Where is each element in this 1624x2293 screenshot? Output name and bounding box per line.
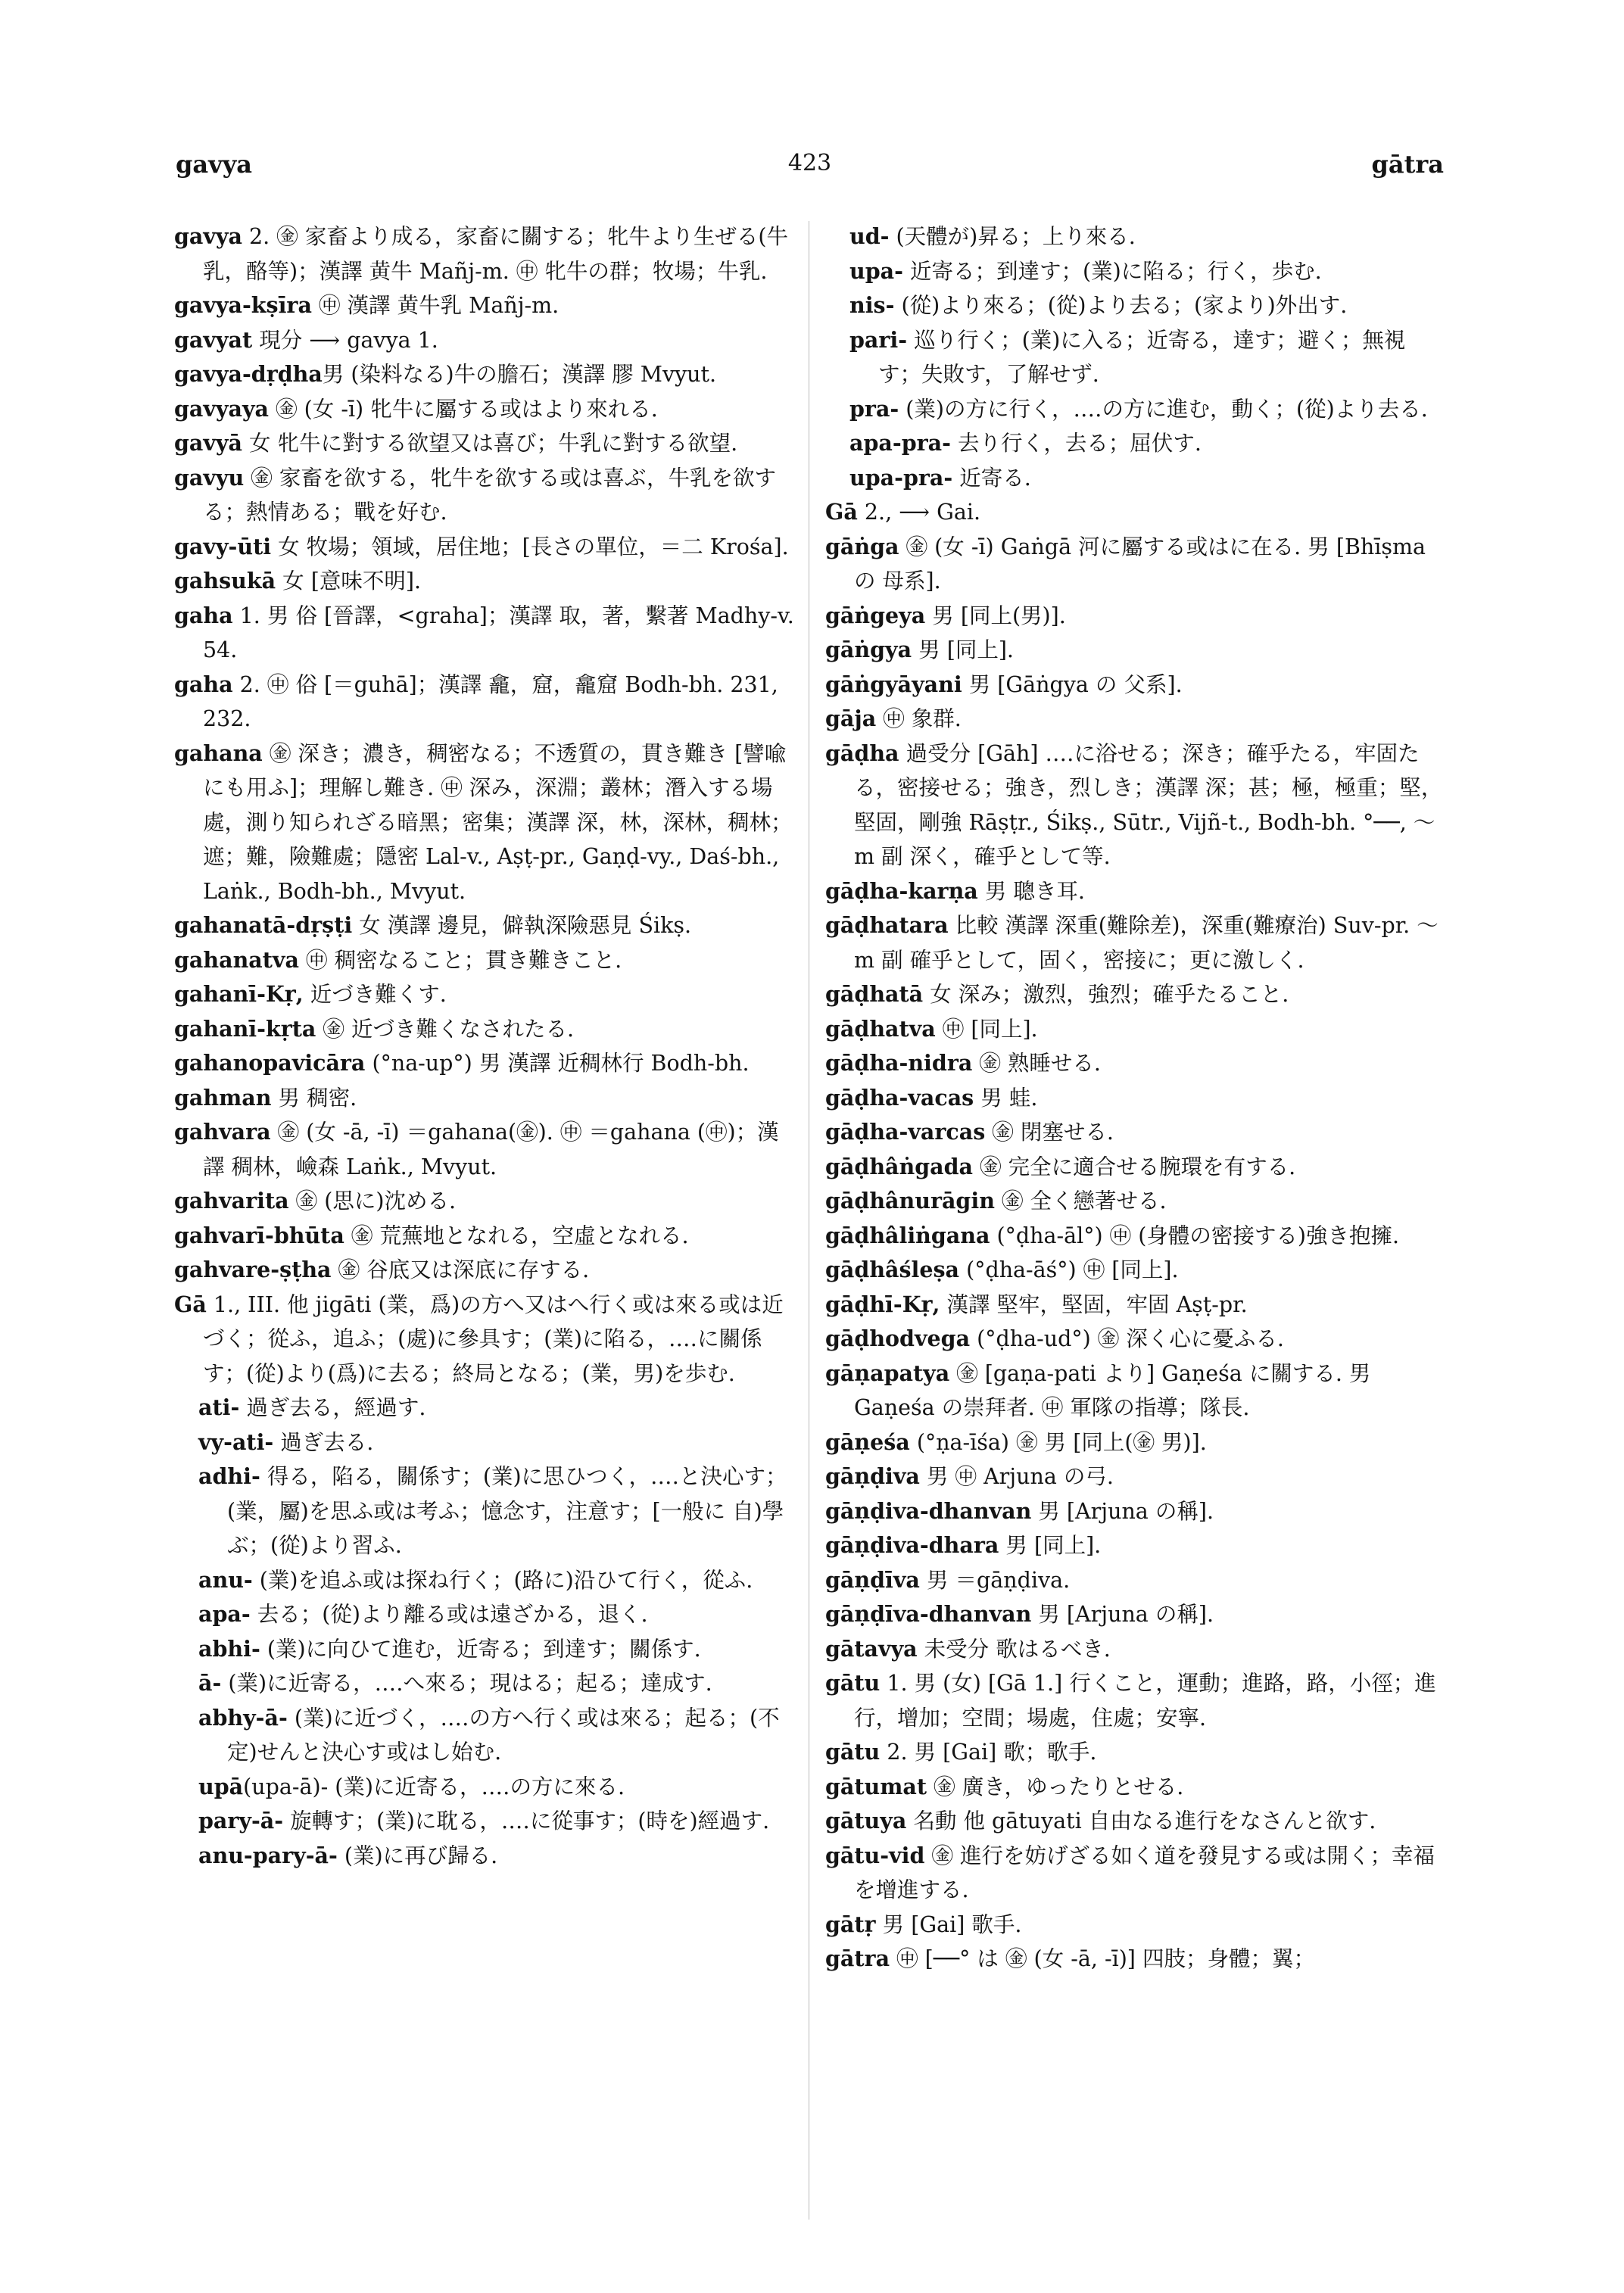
definition: (業)を追ふ或は探ね行く；(路に)沿ひて行く，從ふ. xyxy=(252,1567,753,1593)
definition: 未受分 歌はるべき. xyxy=(917,1636,1111,1662)
definition: 過ぎ去る. xyxy=(273,1429,374,1455)
definition: 去り行く，去る；屈伏す. xyxy=(950,431,1202,456)
dictionary-entry xyxy=(174,426,795,461)
headword: gātuya xyxy=(825,1808,907,1833)
definition: 1., III. 他 jigāti (業，爲)の方へ又はへ行く或は來る或は近づく；從ふ，追ふ；(處)に參具す；(業)に陷る，‥‥に關係す；(從)より(爲)に去る；終局となる；(業，男)を歩む. xyxy=(203,1291,784,1386)
definition: ㊎ 谷底又は深底に存する. xyxy=(331,1257,590,1282)
dictionary-entry xyxy=(825,668,1446,703)
definition: 男 [Gāṅgya の 父系]. xyxy=(962,671,1183,697)
headword: gahsukā xyxy=(174,568,276,594)
headword: upā xyxy=(198,1773,244,1799)
sub-entry xyxy=(174,1701,795,1770)
definition: (°ḍha-āl°) ㊥ (身體の密接する)強き抱擁. xyxy=(990,1223,1400,1248)
definition: ㊎ (女 -ā, -ī) ＝gahana(㊎). ㊥ ＝gahana (㊥)；漢譯 稠林，嶮森 Laṅk., Mvyut. xyxy=(203,1120,779,1179)
dictionary-entry xyxy=(825,874,1446,909)
headword: gātumat xyxy=(825,1773,927,1799)
dictionary-entry xyxy=(174,1012,795,1047)
dictionary-entry xyxy=(825,495,1446,530)
definition: ㊎ 近づき難くなされたる. xyxy=(316,1016,575,1042)
dictionary-entry xyxy=(825,1425,1446,1460)
dictionary-entry xyxy=(825,737,1446,874)
headword: gahvarī-bhūta xyxy=(174,1222,344,1248)
definition: ㊎ 完全に適合せる腕環を有する. xyxy=(973,1154,1296,1179)
definition: ㊎ (思に)沈める. xyxy=(288,1189,457,1213)
definition: 2., ⟶ Gai. xyxy=(857,500,981,525)
dictionary-entry xyxy=(825,1735,1446,1770)
dictionary-entry xyxy=(174,737,795,909)
headword: gavya-kṣīra xyxy=(174,292,312,318)
definition: 2. ㊎ 家畜より成る，家畜に關する；牝牛より生ぜる(牛乳，酪等)；漢譯 黄牛 Mañj-m. ㊥ 牝牛の群；牧場；牛乳. xyxy=(203,224,788,284)
dictionary-entry xyxy=(174,599,795,668)
definition: 男 [Arjuna の稱]. xyxy=(1031,1498,1214,1524)
sub-entry xyxy=(174,1632,795,1667)
definition: 男 [Gai] 歌手. xyxy=(875,1911,1022,1937)
dictionary-entry xyxy=(825,1150,1446,1185)
definition: 1. 男 俗 [晉譯，<graha]；漢譯 取，著，繫著 Madhy-v. 54. xyxy=(203,603,794,662)
definition: 過受分 [Gāh] ‥‥に浴せる；深き；確乎たる，牢固たる，密接せる；強き，烈しき；漢譯 深；甚；極，極重；堅，堅固，剛強 Rāṣṭr., Śikṣ., Sūtr., Vijñ-t., Bodh-bh. °──, ～m 副 深く，確乎として等. xyxy=(854,740,1443,869)
dictionary-entry xyxy=(174,1288,795,1391)
dictionary-entry xyxy=(825,1528,1446,1563)
dictionary-entry xyxy=(825,1012,1446,1047)
dictionary-entry xyxy=(174,357,795,392)
headword: gahanī-Kṛ, xyxy=(174,981,304,1007)
headword: gātu xyxy=(825,1739,881,1765)
definition: 2. ㊥ 俗 [＝guhā]；漢譯 龕，窟，龕窟 Bodh-bh. 231, 232. xyxy=(203,671,778,731)
sub-entry xyxy=(174,1563,795,1598)
dictionary-entry xyxy=(174,323,795,358)
definition: 女 深み；激烈，強烈；確乎たること. xyxy=(923,982,1289,1007)
headword: abhy-ā- xyxy=(198,1704,288,1731)
dictionary-entry xyxy=(825,1942,1446,1977)
dictionary-entry xyxy=(825,1115,1446,1150)
headword: gāṅga xyxy=(825,533,899,559)
definition: 女 [意味不明]. xyxy=(276,569,422,594)
definition: 女 漢譯 邊見，僻執深險惡見 Śikṣ. xyxy=(352,913,692,938)
headword: apa-pra- xyxy=(849,430,951,456)
headword: Gā xyxy=(174,1291,207,1317)
dictionary-entry xyxy=(825,1322,1446,1357)
headword: gavyu xyxy=(174,464,245,491)
dictionary-entry xyxy=(174,564,795,599)
definition: ㊎ 閉塞せる. xyxy=(985,1120,1114,1145)
sub-entry xyxy=(174,1770,795,1805)
headword: gāṇḍīva xyxy=(825,1566,920,1593)
headword: gaha xyxy=(174,671,233,697)
sub-entry xyxy=(174,1597,795,1632)
headword: ā- xyxy=(198,1670,222,1696)
headword: anu-pary-ā- xyxy=(198,1842,338,1868)
headword: gāṇḍiva-dhanvan xyxy=(825,1497,1032,1524)
headword: gahvara xyxy=(174,1119,271,1145)
sub-entry xyxy=(825,288,1446,323)
headword: gāṇeśa xyxy=(825,1428,910,1455)
definition: 男 [同上(男)]. xyxy=(925,603,1066,628)
definition: ㊎ (女 -ī) 牝牛に屬する或はより來れる. xyxy=(269,396,658,422)
definition: 現分 ⟶ gavya 1. xyxy=(252,327,438,353)
sub-entry xyxy=(174,1804,795,1839)
definition: ㊎ 廣き，ゆったりとせる. xyxy=(927,1774,1184,1799)
definition: 去る；(從)より離る或は遠ざかる，退く. xyxy=(250,1602,648,1627)
headword: apa- xyxy=(198,1601,251,1627)
page-header xyxy=(176,150,1444,188)
headword: pary-ā- xyxy=(198,1808,284,1833)
definition: 旋轉す；(業)に耽る，‥‥に從事す；(時を)經過す. xyxy=(283,1809,770,1833)
dictionary-entry xyxy=(825,1597,1446,1632)
dictionary-entry xyxy=(825,977,1446,1012)
headword: pra- xyxy=(849,395,899,422)
definition: 2. 男 [Gai] 歌；歌手. xyxy=(880,1740,1097,1765)
definition: ㊎ 深き；濃き，稠密なる；不透質の，貫き難き [譬喩にも用ふ]；理解し難き. ㊥ 深み，深淵；叢林；潛入する場處，測り知られざる暗黑；密集；漢譯 深，林，深林，稠林；遮；難，險難處；隱密 Lal-v., Aṣṭ-pr., Gaṇḍ-vy., Daś-bh., Laṅk., Bodh-bh., Mvyut. xyxy=(203,740,793,904)
dictionary-entry xyxy=(174,220,795,288)
definition: (業)に近寄る，‥‥へ來る；現はる；起る；達成す. xyxy=(221,1671,712,1696)
headword: adhi- xyxy=(198,1463,260,1489)
definition: (業)の方に行く，‥‥の方に進む，動く；(從)より去る. xyxy=(899,396,1428,422)
definition: 女 牝牛に對する欲望又は喜び；牛乳に對する欲望. xyxy=(242,431,738,456)
sub-entry xyxy=(174,1391,795,1425)
headword: gāḍhatara xyxy=(825,912,949,938)
dictionary-entry xyxy=(825,1494,1446,1529)
headword: gavyā xyxy=(174,430,242,456)
definition: 男 蛙. xyxy=(974,1085,1038,1111)
headword: gāṅgeya xyxy=(825,602,926,628)
headword: gāḍha-nidra xyxy=(825,1050,973,1076)
headword: gāḍhâṅgada xyxy=(825,1153,974,1179)
dictionary-entry xyxy=(174,977,795,1012)
dictionary-entry xyxy=(825,530,1446,599)
headword: gavy-ūti xyxy=(174,533,272,559)
dictionary-entry xyxy=(174,392,795,427)
definition: (業)に再び歸る. xyxy=(337,1843,498,1868)
headword: gātu-vid xyxy=(825,1842,925,1868)
definition: ㊎ 家畜を欲する，牝牛を欲する或は喜ぶ，牛乳を欲する；熱情ある；戰を好む. xyxy=(203,465,776,525)
headword: ud- xyxy=(849,223,890,249)
sub-entry xyxy=(825,323,1446,392)
definition: 男 稠密. xyxy=(271,1085,357,1111)
headword: anu- xyxy=(198,1566,253,1593)
dictionary-entry xyxy=(825,1288,1446,1323)
definition: 名動 他 gātuyati 自由なる進行をなさんと欲す. xyxy=(906,1809,1376,1833)
dictionary-entry xyxy=(174,288,795,323)
headword: vy-ati- xyxy=(198,1428,274,1455)
dictionary-entry xyxy=(825,1632,1446,1667)
headword: gāḍha-karṇa xyxy=(825,877,978,904)
sub-entry xyxy=(174,1460,795,1563)
headword: gahanī-kṛta xyxy=(174,1015,316,1042)
headword: gahanatva xyxy=(174,946,299,973)
headword: nis- xyxy=(849,292,895,318)
dictionary-entry xyxy=(825,1219,1446,1254)
definition: 近寄る. xyxy=(952,465,1031,491)
sub-entry xyxy=(825,392,1446,427)
dictionary-entry xyxy=(174,530,795,565)
sub-entry xyxy=(174,1666,795,1701)
headword: gāḍhatā xyxy=(825,981,924,1007)
headword: pari- xyxy=(849,326,908,353)
headword: gavya xyxy=(174,223,242,249)
sub-entry xyxy=(825,426,1446,461)
headword: gāḍhânurāgin xyxy=(825,1188,995,1213)
headword: abhi- xyxy=(198,1635,260,1662)
dictionary-entry xyxy=(825,1081,1446,1116)
headword: gāḍhâliṅgana xyxy=(825,1222,990,1248)
definition: ㊎ 熟睡せる. xyxy=(972,1051,1101,1076)
definition: ㊎ [gaṇa-pati より] Gaṇeśa に關する. 男 Gaṇeśa の崇拜者. ㊥ 軍隊の指導；隊長. xyxy=(854,1360,1371,1420)
definition: ㊎ (女 -ī) Gaṅgā 河に屬する或はに在る. 男 [Bhīṣma の 母系]. xyxy=(854,534,1426,594)
dictionary-entry xyxy=(825,1460,1446,1494)
dictionary-entry xyxy=(825,908,1446,977)
definition: (°ḍha-ud°) ㊎ 深く心に憂ふる. xyxy=(970,1326,1284,1351)
header-left-guide-word: gavya xyxy=(176,150,253,179)
dictionary-entry xyxy=(174,1219,795,1254)
sub-entry xyxy=(174,1425,795,1460)
definition: (業)に近づく，‥‥の方へ行く或は來る；起る；(不定)せんと決心す或はし始む. xyxy=(227,1705,780,1765)
definition: 男 ㊥ Arjuna の弓. xyxy=(919,1464,1114,1489)
headword: gāṇḍiva-dhara xyxy=(825,1532,999,1558)
headword: gāḍhâśleṣa xyxy=(825,1257,960,1282)
dictionary-entry xyxy=(174,943,795,978)
headword: gahanatā-dṛṣṭi xyxy=(174,912,353,938)
definition: (°ḍha-āś°) ㊥ [同上]. xyxy=(959,1257,1179,1282)
dictionary-entry xyxy=(825,1908,1446,1943)
dictionary-entry xyxy=(174,1184,795,1219)
definition: 1. 男 (女) [Gā 1.] 行くこと，運動；進路，路，小徑；進行，增加；空間；場處，住處；安寧. xyxy=(854,1671,1436,1731)
dictionary-entry xyxy=(825,1357,1446,1425)
headword: gāḍha-varcas xyxy=(825,1119,986,1145)
dictionary-entry xyxy=(825,599,1446,634)
dictionary-entry xyxy=(825,1253,1446,1288)
dictionary-entry xyxy=(825,1563,1446,1598)
definition: 過ぎ去る，經過す. xyxy=(239,1395,426,1420)
dictionary-entry xyxy=(174,908,795,943)
headword: gāḍha xyxy=(825,740,899,766)
headword: gāṇḍīva-dhanvan xyxy=(825,1601,1032,1627)
headword: gāḍhī-Kṛ, xyxy=(825,1291,940,1317)
definition: ㊥ [──° は ㊎ (女 -ā, -ī)] 四肢；身體；翼； xyxy=(890,1946,1315,1971)
definition: (從)より來る；(從)より去る；(家より)外出す. xyxy=(894,293,1348,318)
definition: 男 (染料なる)牛の膽石；漢譯 膠 Mvyut. xyxy=(322,362,717,387)
dictionary-entry xyxy=(825,1666,1446,1735)
definition: (upa-ā)- (業)に近寄る，‥‥の方に來る. xyxy=(243,1774,625,1799)
page-number: 423 xyxy=(787,150,832,176)
definition: 男 [Arjuna の稱]. xyxy=(1031,1602,1214,1627)
sub-entry xyxy=(825,461,1446,496)
definition: 近寄る；到達す；(業)に陷る；行く，歩む. xyxy=(902,258,1322,284)
headword: gavyat xyxy=(174,326,253,353)
right-column xyxy=(825,220,1446,1977)
dictionary-entry xyxy=(825,1046,1446,1081)
headword: gāṇḍiva xyxy=(825,1463,920,1489)
definition: 女 牧場；領域，居住地；[長さの單位，＝二 Krośa]. xyxy=(271,534,789,559)
headword: gāṅgyāyani xyxy=(825,671,962,697)
sub-entry xyxy=(825,254,1446,289)
definition: ㊥ 稠密なること；貫き難きこと. xyxy=(298,947,622,973)
definition: (天體が)昇る；上り來る. xyxy=(889,224,1136,249)
definition: (°na-up°) 男 漢譯 近稠林行 Bodh-bh. xyxy=(365,1051,750,1076)
definition: 比較 漢譯 深重(難除差)，深重(難療治) Suv-pr. ～m 副 確乎として，固く，密接に；更に激しく. xyxy=(854,913,1439,973)
sub-entry xyxy=(825,220,1446,254)
headword: upa- xyxy=(849,257,903,284)
dictionary-entry xyxy=(174,1081,795,1116)
headword: gāja xyxy=(825,706,877,731)
definition: 漢譯 堅牢，堅固，牢固 Aṣṭ-pr. xyxy=(940,1291,1248,1317)
definition: 男 聰き耳. xyxy=(977,878,1085,904)
dictionary-entry xyxy=(174,461,795,530)
headword: gātra xyxy=(825,1946,890,1971)
dictionary-entry xyxy=(174,1253,795,1288)
headword: ati- xyxy=(198,1394,240,1420)
headword: gāḍha-vacas xyxy=(825,1084,974,1111)
dictionary-entry xyxy=(825,702,1446,737)
headword: gahman xyxy=(174,1084,272,1111)
dictionary-entry xyxy=(825,1839,1446,1908)
dictionary-entry xyxy=(825,1804,1446,1839)
headword: gāḍhatva xyxy=(825,1015,936,1042)
headword: gahvare-ṣṭha xyxy=(174,1257,332,1282)
definition: ㊥ 漢譯 黄牛乳 Mañj-m. xyxy=(311,293,560,318)
definition: 得る，陷る，關係す；(業)に思ひつく，‥‥と決心す；(業，屬)を思ふ或は考ふ；憶念す，注意す；[一般に 自)學ぶ；(從)より習ふ. xyxy=(227,1464,787,1558)
dictionary-entry xyxy=(825,1770,1446,1805)
sub-entry xyxy=(174,1839,795,1874)
dictionary-entry xyxy=(174,1115,795,1184)
definition: ㊎ 荒蕪地となれる，空虛となれる. xyxy=(344,1223,689,1248)
dictionary-entry xyxy=(174,1046,795,1081)
definition: (°ṇa-īśa) ㊎ 男 [同上(㊎ 男)]. xyxy=(909,1429,1207,1455)
dictionary-entry xyxy=(825,1184,1446,1219)
headword: gaha xyxy=(174,602,233,628)
headword: gātavya xyxy=(825,1635,918,1662)
definition: ㊥ 象群. xyxy=(876,706,962,731)
definition: 近づき難くす. xyxy=(303,982,447,1007)
dictionary-entry xyxy=(174,668,795,737)
dictionary-entry xyxy=(825,633,1446,668)
definition: 男 [同上]. xyxy=(912,637,1014,662)
definition: 男 ＝gāṇḍiva. xyxy=(919,1567,1071,1593)
definition: ㊥ [同上]. xyxy=(935,1016,1038,1042)
headword: gavya-dṛḍha xyxy=(174,361,323,387)
header-right-guide-word: gātra xyxy=(1371,150,1444,179)
headword: gahanopavicāra xyxy=(174,1050,366,1076)
definition: 巡り行く；(業)に入る；近寄る，達す；避く；無視す；失敗す，了解せず. xyxy=(878,327,1406,387)
headword: upa-pra- xyxy=(849,464,953,491)
headword: gātṛ xyxy=(825,1911,876,1937)
headword: gahana xyxy=(174,740,263,766)
headword: gāṅgya xyxy=(825,637,912,662)
definition: 男 [同上]. xyxy=(999,1533,1102,1558)
headword: gāḍhodvega xyxy=(825,1326,971,1351)
headword: gātu xyxy=(825,1670,881,1696)
left-column xyxy=(174,220,795,1873)
definition: ㊎ 進行を妨げざる如く道を發見する或は開く；幸福を增進する. xyxy=(854,1843,1435,1902)
headword: gāṇapatya xyxy=(825,1360,950,1386)
headword: Gā xyxy=(825,499,858,525)
definition: ㊎ 全く戀著せる. xyxy=(994,1189,1167,1213)
definition: (業)に向ひて進む，近寄る；到達す；關係す. xyxy=(260,1636,701,1662)
headword: gavyaya xyxy=(174,395,270,422)
headword: gahvarita xyxy=(174,1188,289,1213)
